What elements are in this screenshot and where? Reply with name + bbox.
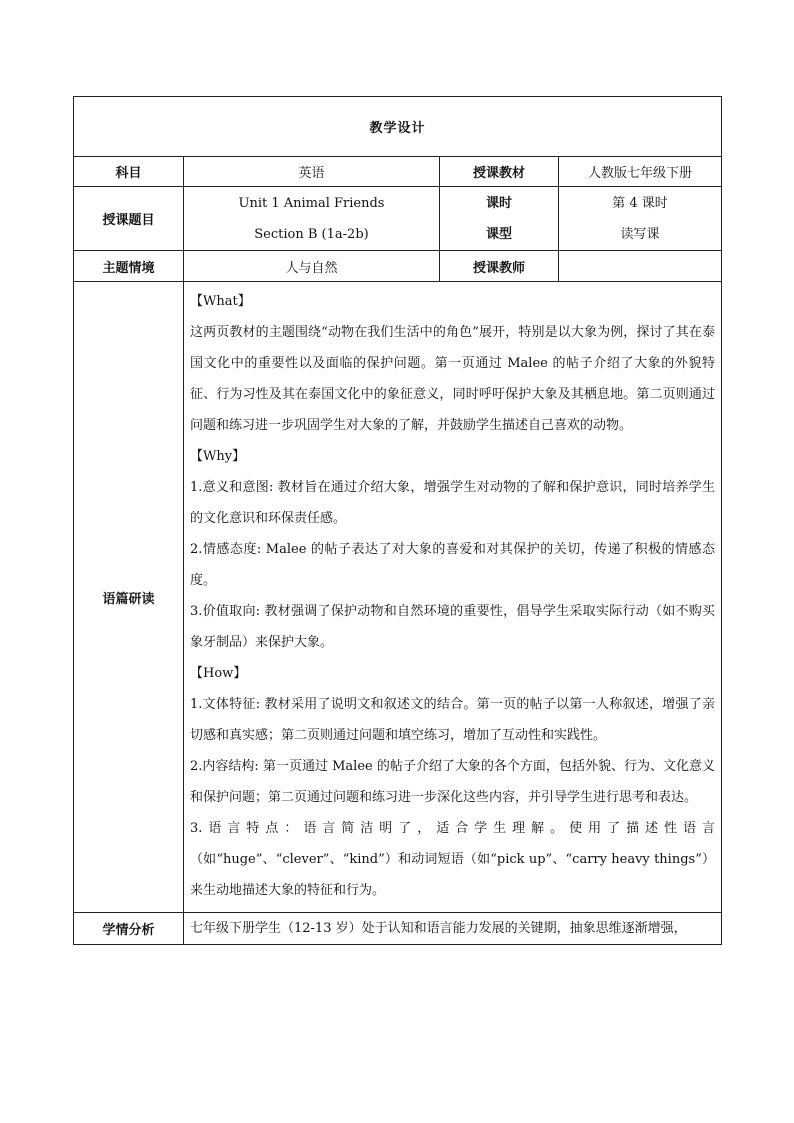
topic-line-1: Unit 1 Animal Friends <box>238 195 385 211</box>
period-type-labels <box>440 187 559 251</box>
why-item-2: 2.情感态度: Malee 的帖子表达了对大象的喜爱和对其保护的关切，传递了积极的情感态度。 <box>190 542 716 588</box>
how-heading: 【How】 <box>190 666 247 681</box>
theme-value: 人与自然 <box>184 251 440 282</box>
what-heading: 【What】 <box>190 294 251 309</box>
topic-label: 授课题目 <box>74 187 184 251</box>
page-title: 教学设计 <box>74 97 722 157</box>
how-item-1: 1.文体特征: 教材采用了说明文和叙述文的结合。第一页的帖子以第一人称叙述，增强了亲切感和真实感；第二页则通过问题和填空练习，增加了互动性和实践性。 <box>190 697 716 743</box>
topic-line-2: Section B (1a-2b) <box>254 226 369 242</box>
period-value: 第 4 课时 <box>612 195 668 211</box>
lesson-design-table <box>73 96 722 945</box>
type-value: 读写课 <box>620 226 660 242</box>
learner-text: 七年级下册学生（12-13 岁）处于认知和语言能力发展的关键期，抽象思维逐渐增强， <box>184 913 722 945</box>
what-text: 这两页教材的主题围绕“动物在我们生活中的角色”展开，特别是以大象为例，探讨了其在泰国文化中的重要性以及面临的保护问题。第一页通过 Malee 的帖子介绍了大象的外貌特征、行为习性及其在泰国文化中的象征意义，同时呼吁保护大象及其栖息地。第二页则通过问题和练习进一步巩固学生对大象的了解，并鼓励学生描述自己喜欢的动物。 <box>190 325 716 433</box>
learner-label: 学情分析 <box>74 913 184 945</box>
textbook-value: 人教版七年级下册 <box>559 157 722 187</box>
why-item-1: 1.意义和意图: 教材旨在通过介绍大象，增强学生对动物的了解和保护意识，同时培养学生的文化意识和环保责任感。 <box>190 480 716 526</box>
why-item-3: 3.价值取向: 教材强调了保护动物和自然环境的重要性，倡导学生采取实际行动（如不购买象牙制品）来保护大象。 <box>190 604 716 650</box>
how-item-2: 2.内容结构: 第一页通过 Malee 的帖子介绍了大象的各个方面，包括外貌、行为、文化意义和保护问题；第二页通过问题和练习进一步深化这些内容，并引导学生进行思考和表达。 <box>190 759 716 805</box>
why-heading: 【Why】 <box>190 449 246 464</box>
period-label: 课时 <box>485 195 512 211</box>
textbook-label: 授课教材 <box>440 157 559 187</box>
theme-label: 主题情境 <box>74 251 184 282</box>
how-item-3: 3.语言特点：语言简洁明了，适合学生理解。使用了描述性语言（如“huge”、“clever”、“kind”）和动词短语（如“pick up”、“carry heavy things”）来生动地描述大象的特征和行为。 <box>190 821 716 898</box>
period-type-values <box>559 187 722 251</box>
teacher-value <box>559 251 722 282</box>
subject-label: 科目 <box>74 157 184 187</box>
subject-value: 英语 <box>184 157 440 187</box>
type-label: 课型 <box>485 226 512 242</box>
analysis-label: 语篇研读 <box>74 282 184 913</box>
analysis-content <box>184 282 722 913</box>
teacher-label: 授课教师 <box>440 251 559 282</box>
topic-value <box>184 187 440 251</box>
